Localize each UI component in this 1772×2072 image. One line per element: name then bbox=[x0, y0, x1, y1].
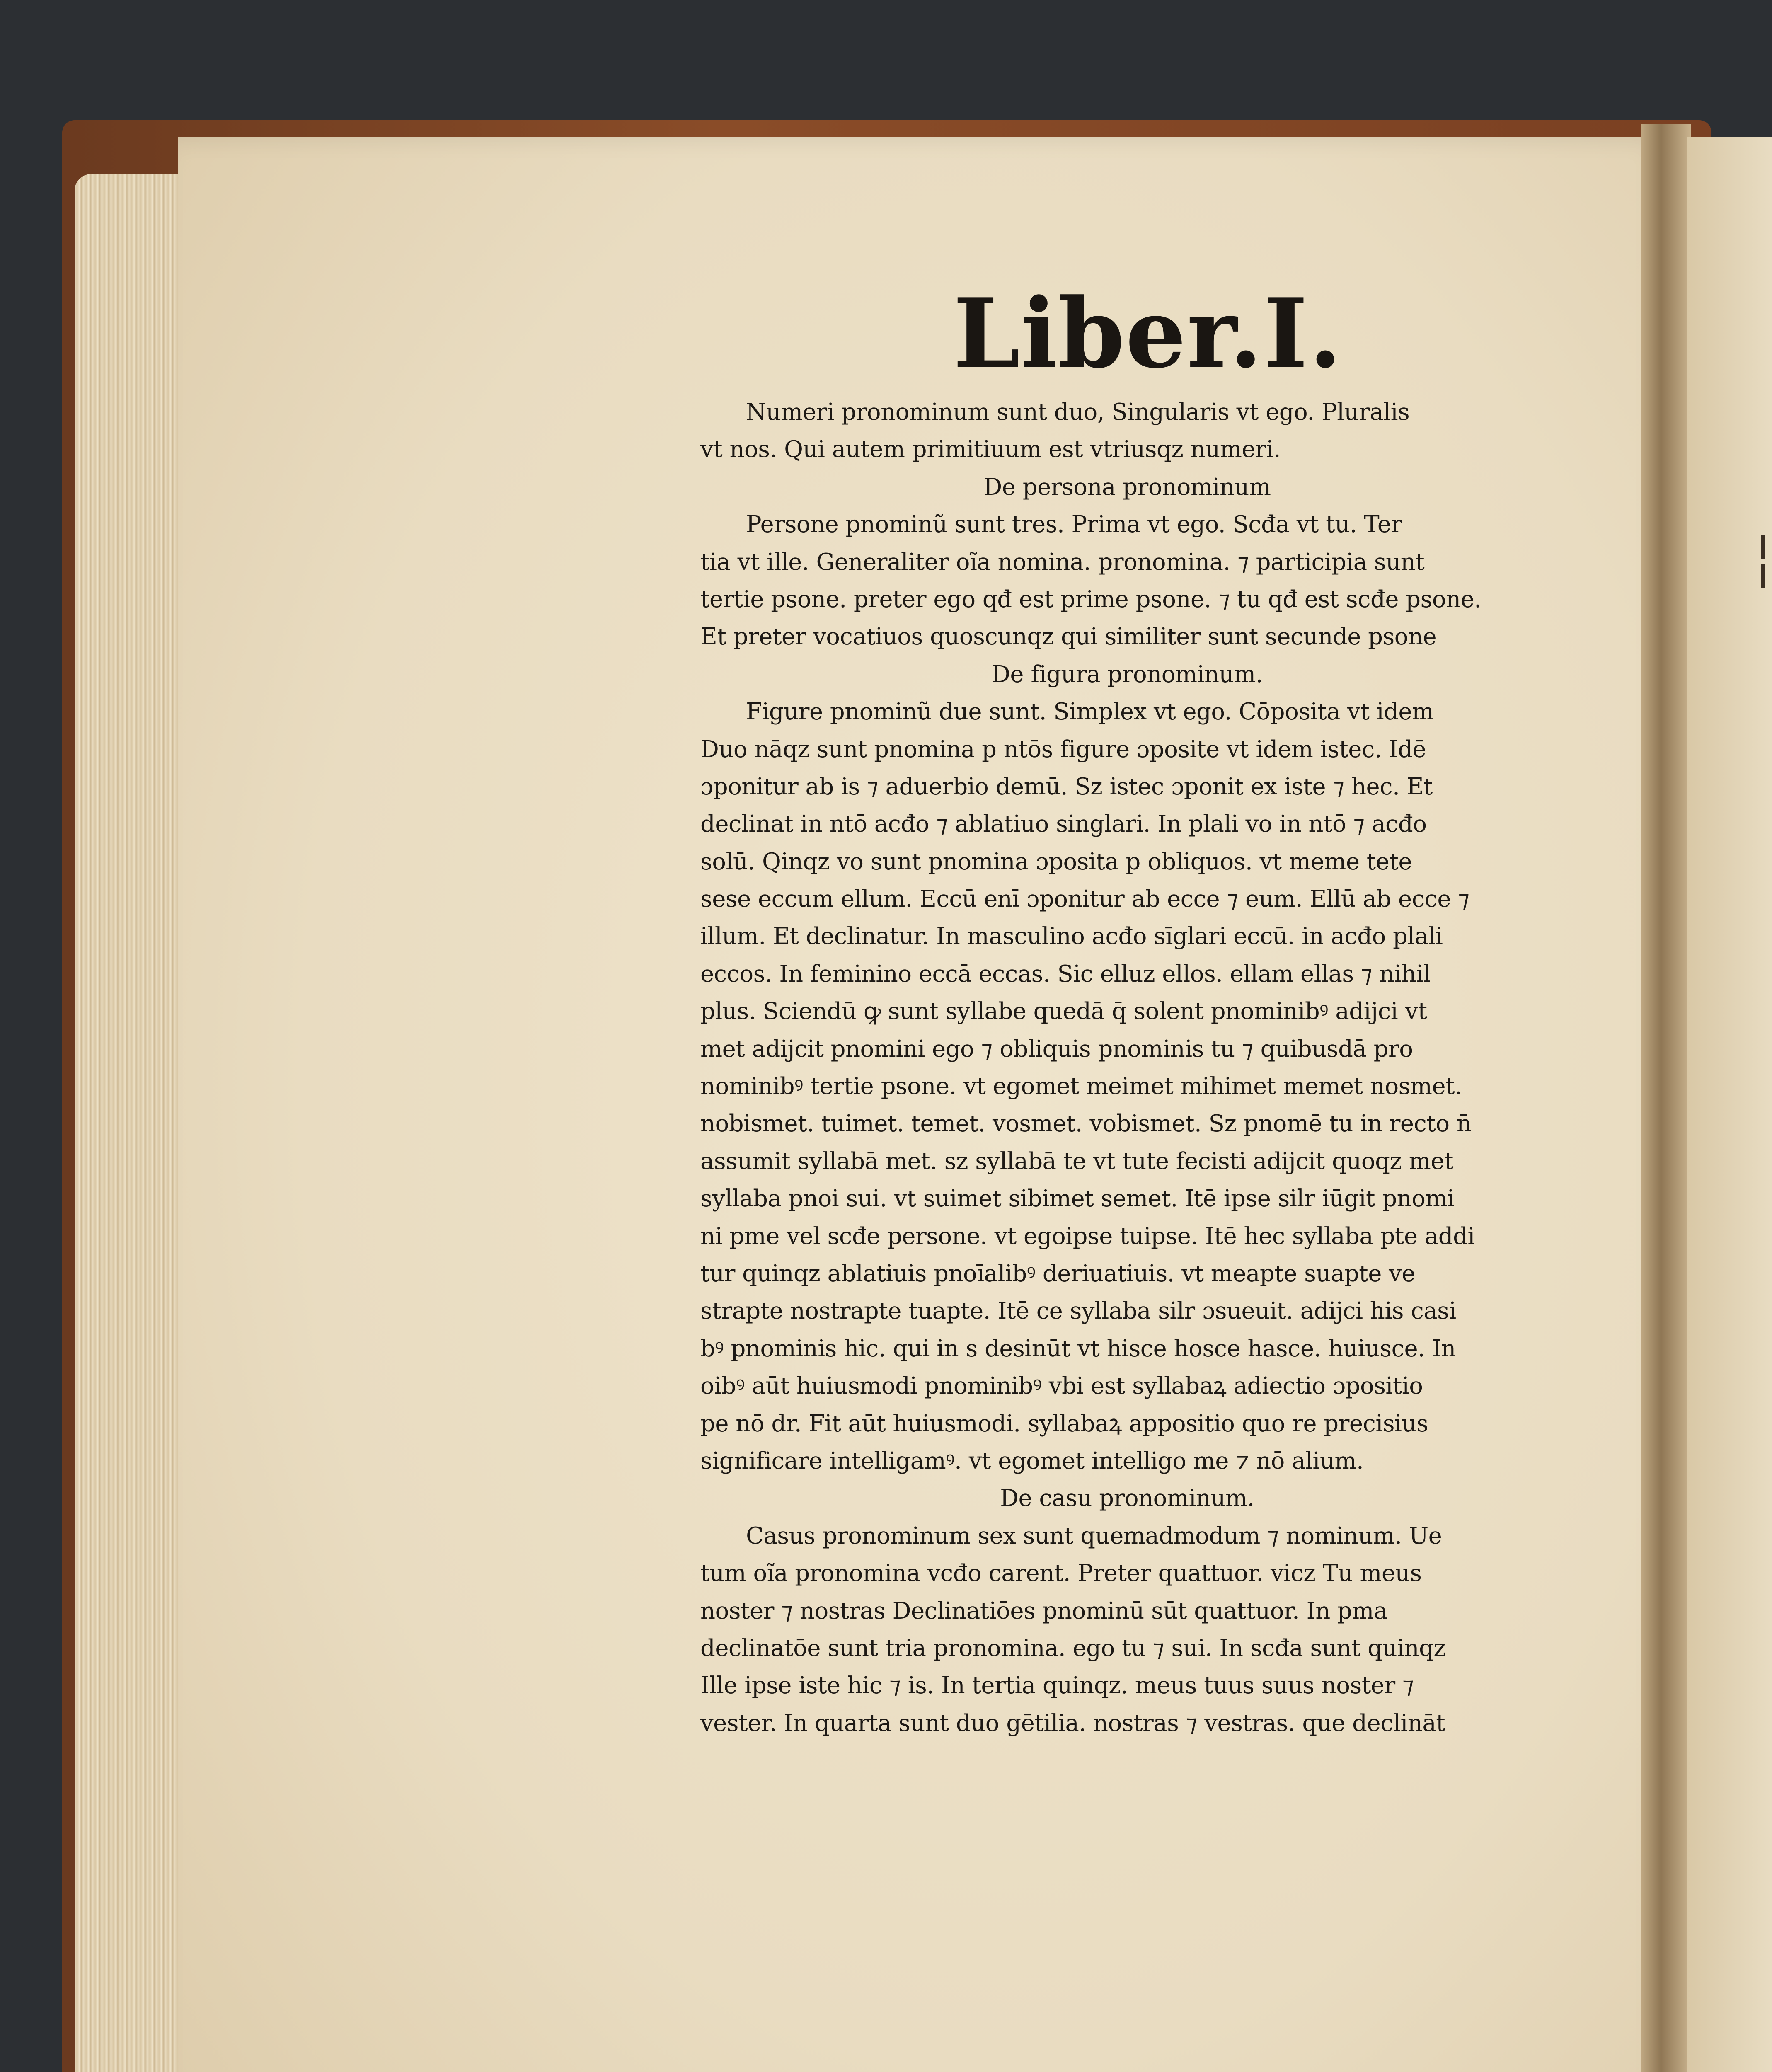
text-line: pe nō dr. Fit aūt huiusmodi. syllabaꝝ appositio quo re precisius bbox=[700, 1410, 1428, 1437]
text-line: bꝰ pnominis hic. qui in s desinūt vt hisce hosce hasce. huiusce. In bbox=[700, 1335, 1456, 1362]
text-line: nobismet. tuimet. temet. vosmet. vobismet. Sz pnomē tu in recto n̄ bbox=[700, 1110, 1472, 1138]
text-line: significare intelligamꝰ. vt egomet intelligo me ⁊ nō alium. bbox=[700, 1447, 1364, 1474]
text-line: Figure pnominũ due sunt. Simplex vt ego. Cōposita vt idem bbox=[746, 698, 1434, 726]
ink-mark bbox=[1761, 535, 1765, 559]
ink-mark bbox=[1761, 564, 1765, 588]
text-line: Ille ipse iste hic ⁊ is. In tertia quinqz. meus tuus suus noster ⁊ bbox=[700, 1672, 1414, 1699]
section-heading: De figura pronominum. bbox=[991, 661, 1263, 688]
text-line: tertie psone. preter ego qđ est prime psone. ⁊ tu qđ est scđe psone. bbox=[700, 586, 1482, 613]
text-line: declinatōe sunt tria pronomina. ego tu ⁊ sui. In scđa sunt quinqz bbox=[700, 1634, 1446, 1662]
text-line: noster ⁊ nostras Declinatiōes pnominū sūt quattuor. In pma bbox=[700, 1597, 1387, 1624]
text-line: tum oĩa pronomina vcđo carent. Preter quattuor. vicz Tu meus bbox=[700, 1560, 1422, 1587]
text-line: strapte nostrapte tuapte. Itē ce syllaba silr ɔsueuit. adijci his casi bbox=[700, 1297, 1456, 1325]
text-line: nominibꝰ tertie psone. vt egomet meimet mihimet memet nosmet. bbox=[700, 1073, 1462, 1100]
facing-page-edge bbox=[1687, 137, 1772, 2072]
text-line: eccos. In feminino eccā eccas. Sic elluz ellos. ellam ellas ⁊ nihil bbox=[700, 960, 1431, 988]
text-line: assumit syllabā met. sz syllabā te vt tute fecisti adijcit quoqz met bbox=[700, 1147, 1453, 1175]
text-line: plus. Sciendū ꝙ sunt syllabe quedā q̄ solent pnominibꝰ adijci vt bbox=[700, 998, 1427, 1025]
text-line: tur quinqz ablatiuis pnoīalibꝰ deriuatiuis. vt meapte suapte ve bbox=[700, 1260, 1415, 1287]
text-line: solū. Qinqz vo sunt pnomina ɔposita p obliquos. vt meme tete bbox=[700, 848, 1412, 875]
text-line: met adijcit pnomini ego ⁊ obliquis pnominis tu ⁊ quibusdā pro bbox=[700, 1035, 1413, 1063]
text-line: vt nos. Qui autem primitiuum est vtriusqz numeri. bbox=[700, 436, 1281, 463]
text-line: Numeri pronominum sunt duo, Singularis vt ego. Pluralis bbox=[746, 399, 1410, 426]
text-line: Casus pronominum sex sunt quemadmodum ⁊ nominum. Ue bbox=[746, 1522, 1442, 1549]
text-line: Et preter vocatiuos quoscunqz qui similiter sunt secunde psone bbox=[700, 623, 1437, 651]
text-line: sese eccum ellum. Eccū enī ɔponitur ab ecce ⁊ eum. Ellū ab ecce ⁊ bbox=[700, 886, 1469, 913]
page-title: Liber.I. bbox=[953, 278, 1343, 390]
text-block bbox=[700, 394, 1554, 1742]
text-line: ni pme vel scđe persone. vt egoipse tuipse. Itē hec syllaba pte addi bbox=[700, 1222, 1475, 1250]
text-line: tia vt ille. Generaliter oĩa nomina. pronomina. ⁊ participia sunt bbox=[700, 548, 1425, 576]
text-line: Persone pnominũ sunt tres. Prima vt ego. Scđa vt tu. Ter bbox=[746, 511, 1402, 538]
text-line: illum. Et declinatur. In masculino acđo sīglari eccū. in acđo plali bbox=[700, 923, 1443, 950]
text-line: ɔponitur ab is ⁊ aduerbio demū. Sz istec ɔponit ex iste ⁊ hec. Et bbox=[700, 773, 1433, 800]
text-line: vester. In quarta sunt duo gētilia. nostras ⁊ vestras. que declināt bbox=[700, 1709, 1445, 1737]
section-heading: De persona pronominum bbox=[983, 473, 1271, 501]
text-line: oibꝰ aūt huiusmodi pnominibꝰ vbi est syllabaꝝ adiectio ɔpositio bbox=[700, 1372, 1423, 1400]
text-line: declinat in ntō acđo ⁊ ablatiuo singlari. In plali vo in ntō ⁊ acđo bbox=[700, 811, 1427, 838]
text-line: syllaba pnoi sui. vt suimet sibimet semet. Itē ipse silr iūgit pnomi bbox=[700, 1185, 1455, 1213]
section-heading: De casu pronominum. bbox=[1000, 1485, 1254, 1512]
book-gutter bbox=[1641, 124, 1691, 2072]
text-line: Duo nāqz sunt pnomina p ntōs figure ɔposite vt idem istec. Idē bbox=[700, 736, 1426, 763]
